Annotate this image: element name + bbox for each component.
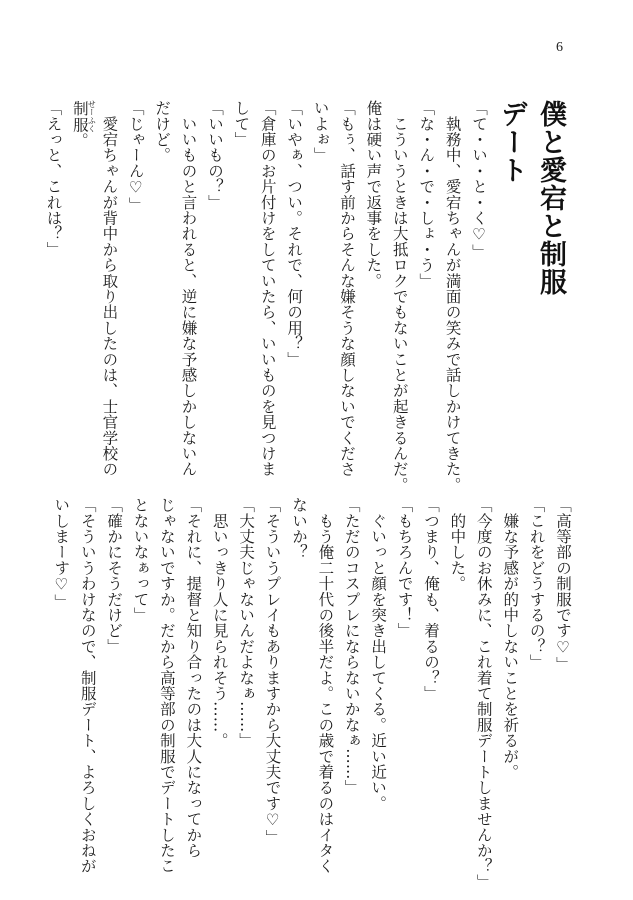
text-line: 「それに、提督と知り合ったのは大人になってから	[184, 497, 203, 859]
text-line: いいものと言われると、逆に嫌な予感しかしないん	[179, 100, 198, 477]
text-line: 「そういうプレイもありますから大丈夫です♡」	[263, 497, 282, 845]
text-line: 的中した。	[448, 497, 467, 592]
text-line: して」	[232, 100, 251, 148]
text-column-bottom	[52, 497, 576, 890]
text-line: 「高等部の制服です♡」	[554, 497, 572, 673]
chapter-title: 僕と愛宕と制服デート	[496, 100, 566, 296]
text-line: 執務中、愛宕ちゃんが満面の笑みで話しかけてきた。	[443, 100, 462, 493]
text-line: もう俺二十代の後半だよ。この歳で着るのはイタく	[316, 497, 335, 874]
text-line: 「大丈夫じゃないんだよなぁ……」	[237, 497, 256, 749]
text-line: 「倉庫のお片付けをしていたら、いいものを見つけま	[258, 100, 277, 477]
text-line: 「じゃーん♡」	[126, 100, 145, 213]
text-line: 嫌な予感が的中しないことを祈るが。	[501, 497, 520, 780]
text-line: 「これをどうするの？」	[527, 497, 546, 670]
text-line: 「そういうわけなので、制服デート、よろしくおねが	[78, 497, 97, 874]
page-number: 6	[556, 40, 563, 55]
text-line: 「確かにそうだけど」	[105, 497, 124, 654]
text-line: 「もちろんです！」	[395, 497, 414, 639]
ruby-reading: せーふく	[87, 100, 97, 133]
text-line: ぐいっと顔を突き出してくる。近い近い。	[369, 497, 388, 811]
text-line: 「な・ん・で・しょ・う」	[417, 100, 436, 289]
text-line: 「今度のお休みに、これ着て制服デートしませんか？」	[474, 497, 493, 890]
text-column-top	[44, 100, 492, 493]
text-line: 「いやぁ、つい。それで、何の用？」	[285, 100, 304, 367]
text-line: 俺は硬い声で返事をした。	[364, 100, 383, 289]
text-line: いしまーす♡」	[52, 497, 71, 610]
text-line: 思いっきり人に見られそう……。	[210, 497, 229, 749]
text-line: いよぉ」	[311, 100, 330, 163]
text-line: 愛宕ちゃんが背中から取り出したのは、士官学校の	[100, 100, 119, 477]
text-line: こういうときは大抵ロクでもないことが起きるんだ。	[390, 100, 409, 493]
text-line: 「ただのコスプレにならないかなぁ……」	[342, 497, 361, 796]
text-line: じゃないですか。だから高等部の制服でデートしたこ	[157, 497, 176, 874]
text-line: 「えっと、これは？」	[44, 100, 63, 257]
text-line: 「いいもの？」	[205, 100, 224, 210]
text-line: とないなぁって」	[131, 497, 150, 623]
ruby-word	[70, 100, 97, 133]
text-line: 「つまり、俺も、着るの？」	[421, 497, 440, 702]
ruby-base: 制服	[70, 100, 89, 133]
text-line: 「て・い・と・く♡」	[470, 100, 488, 260]
text-line: ないか？	[289, 497, 308, 560]
text-line: 「もぅ、話す前からそんな嫌そうな顔しないでくださ	[337, 100, 356, 477]
text-line: だけど。	[153, 100, 172, 163]
text-line-with-ruby: 制服せーふく。	[70, 100, 97, 149]
